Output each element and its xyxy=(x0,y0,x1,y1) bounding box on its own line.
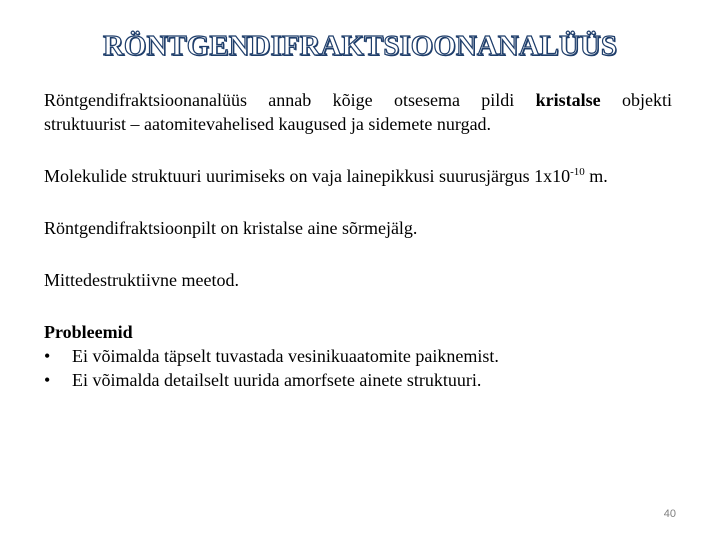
paragraph-intro-line2: struktuurist – aatomitevahelised kaugused ja sidemete nurgad. xyxy=(44,114,492,134)
problems-list-item xyxy=(44,344,672,368)
paragraph-intro-text-before: Röntgendifraktsioonanalüüs annab kõige otsesema pildi xyxy=(44,90,536,110)
problems-list-item-text: Ei võimalda täpselt tuvastada vesinikuaatomite paiknemist. xyxy=(72,346,499,366)
paragraph-nondestructive: Mittedestruktiivne meetod. xyxy=(44,270,239,290)
bullet-icon: • xyxy=(44,346,51,366)
slide-title: RÖNTGENDIFRAKTSIOONANALÜÜS xyxy=(102,30,617,62)
bullet-icon: • xyxy=(44,370,51,390)
problems-list-item xyxy=(44,368,672,392)
problems-heading: Probleemid xyxy=(44,322,133,342)
paragraph-intro-bold-word: kristalse xyxy=(535,90,601,110)
paragraph-intro-text-after: objekti xyxy=(600,90,672,110)
paragraph-wavelength-text: Molekulide struktuuri uurimiseks on vaja lainepikkusi suurusjärgus 1x10 xyxy=(44,166,571,186)
page-number: 40 xyxy=(663,508,676,520)
paragraph-intro-line1 xyxy=(44,88,672,112)
problems-list xyxy=(44,344,672,392)
slide-body xyxy=(44,88,672,392)
paragraph-wavelength xyxy=(44,164,672,188)
problems-list-item-text: Ei võimalda detailselt uurida amorfsete ainete struktuuri. xyxy=(72,370,482,390)
paragraph-wavelength-unit: m. xyxy=(584,166,608,186)
paragraph-wavelength-exponent: -10 xyxy=(570,166,585,178)
paragraph-fingerprint: Röntgendifraktsioonpilt on kristalse aine sõrmejälg. xyxy=(44,218,418,238)
